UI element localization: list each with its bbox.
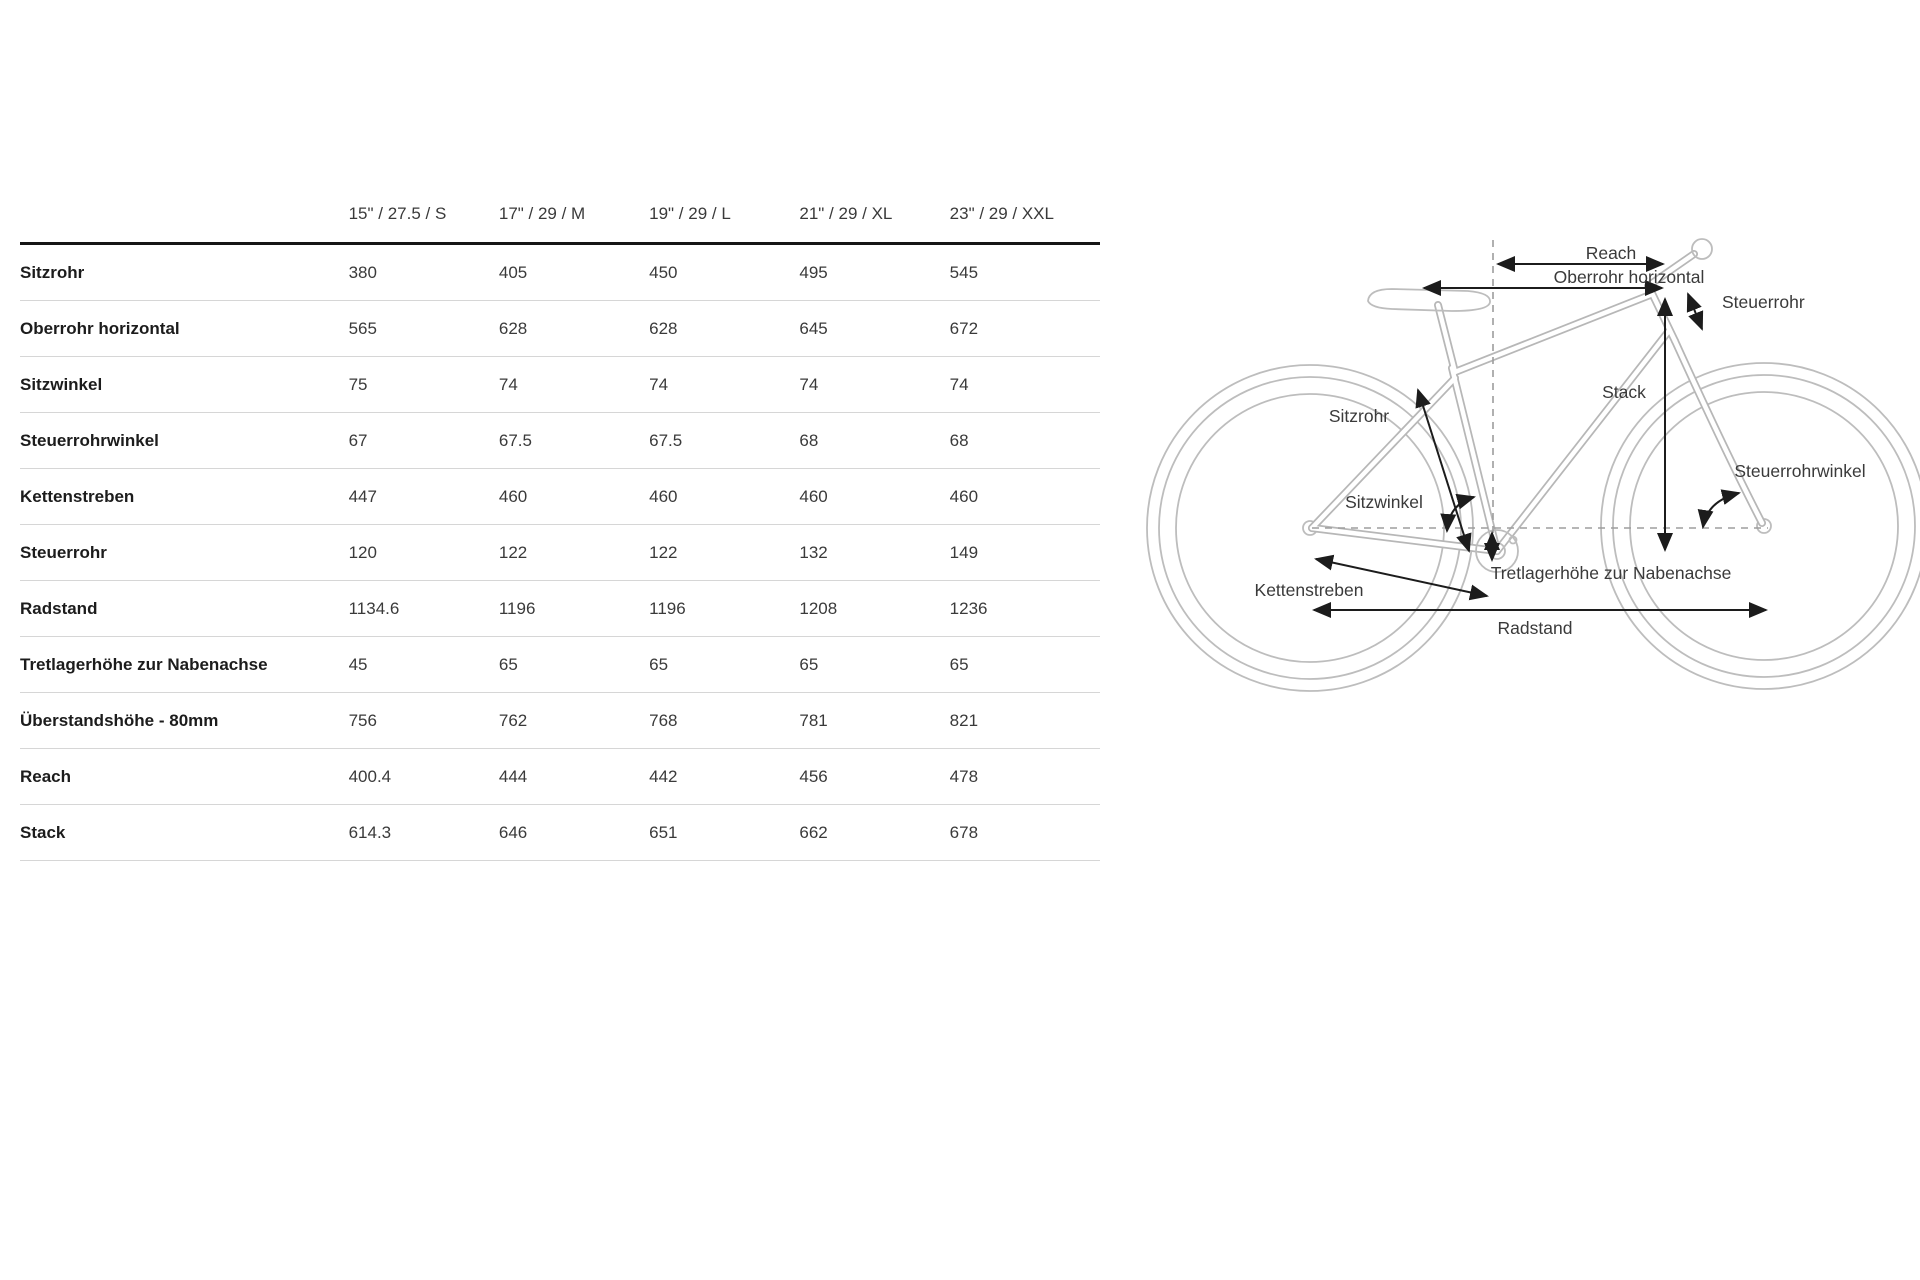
geometry-value-cell: 67.5 — [499, 413, 649, 469]
geometry-value-cell: 447 — [349, 469, 499, 525]
geometry-value-cell: 1134.6 — [349, 581, 499, 637]
geometry-row-label: Steuerrohr — [20, 525, 349, 581]
geometry-value-cell: 65 — [799, 637, 949, 693]
geometry-row — [20, 525, 1100, 581]
diagram-label-steuerrohrwinkel: Steuerrohrwinkel — [1734, 461, 1866, 481]
geometry-value-cell: 1196 — [649, 581, 799, 637]
geometry-row — [20, 637, 1100, 693]
geometry-value-cell: 478 — [950, 749, 1100, 805]
geometry-value-cell: 68 — [799, 413, 949, 469]
geometry-value-cell: 132 — [799, 525, 949, 581]
steuerrohr-arrow — [1688, 294, 1702, 329]
geometry-value-cell: 460 — [799, 469, 949, 525]
bike-geometry-diagram — [1130, 180, 1920, 700]
geometry-value-cell: 768 — [649, 693, 799, 749]
geometry-row — [20, 469, 1100, 525]
diagram-label-tretlagerhoehe: Tretlagerhöhe zur Nabenachse — [1490, 563, 1732, 583]
geometry-value-cell: 68 — [950, 413, 1100, 469]
geometry-value-cell: 460 — [950, 469, 1100, 525]
geometry-value-cell: 75 — [349, 357, 499, 413]
geometry-row-label: Steuerrohrwinkel — [20, 413, 349, 469]
diagram-label-steuerrohr: Steuerrohr — [1722, 292, 1805, 312]
geometry-value-cell: 120 — [349, 525, 499, 581]
geometry-value-cell: 678 — [950, 805, 1100, 861]
geometry-row — [20, 749, 1100, 805]
geometry-row-label: Reach — [20, 749, 349, 805]
geometry-row — [20, 805, 1100, 861]
geometry-value-cell: 646 — [499, 805, 649, 861]
geometry-value-cell: 756 — [349, 693, 499, 749]
geometry-value-cell: 460 — [649, 469, 799, 525]
geometry-value-cell: 400.4 — [349, 749, 499, 805]
geometry-value-cell: 456 — [799, 749, 949, 805]
geometry-value-cell: 645 — [799, 301, 949, 357]
size-column-header: 23" / 29 / XXL — [950, 186, 1100, 244]
geometry-value-cell: 1208 — [799, 581, 949, 637]
geometry-value-cell: 65 — [499, 637, 649, 693]
geometry-value-cell: 614.3 — [349, 805, 499, 861]
geometry-value-cell: 565 — [349, 301, 499, 357]
diagram-label-sitzwinkel: Sitzwinkel — [1345, 492, 1423, 512]
geometry-row-label: Oberrohr horizontal — [20, 301, 349, 357]
size-column-header: 17" / 29 / M — [499, 186, 649, 244]
diagram-label-kettenstreben: Kettenstreben — [1254, 580, 1364, 600]
geometry-value-cell: 149 — [950, 525, 1100, 581]
geometry-table-grid — [20, 186, 1100, 861]
geometry-value-cell: 65 — [950, 637, 1100, 693]
geometry-value-cell: 628 — [499, 301, 649, 357]
geometry-value-cell: 74 — [950, 357, 1100, 413]
geometry-row — [20, 413, 1100, 469]
geometry-value-cell: 762 — [499, 693, 649, 749]
geometry-value-cell: 1196 — [499, 581, 649, 637]
geometry-row — [20, 301, 1100, 357]
dimension-arrows — [1314, 264, 1766, 610]
size-column-header: 19" / 29 / L — [649, 186, 799, 244]
geometry-value-cell: 821 — [950, 693, 1100, 749]
geometry-value-cell: 74 — [649, 357, 799, 413]
geometry-value-cell: 74 — [499, 357, 649, 413]
size-header-row — [20, 186, 1100, 244]
diagram-label-reach: Reach — [1585, 243, 1637, 263]
geometry-row-label: Tretlagerhöhe zur Nabenachse — [20, 637, 349, 693]
geometry-value-cell: 122 — [649, 525, 799, 581]
geometry-value-cell: 460 — [499, 469, 649, 525]
geometry-value-cell: 45 — [349, 637, 499, 693]
corner-cell — [20, 186, 349, 244]
handlebar-grip — [1692, 239, 1712, 259]
geometry-value-cell: 662 — [799, 805, 949, 861]
geometry-value-cell: 450 — [649, 244, 799, 301]
diagram-label-oberrohr: Oberrohr horizontal — [1553, 267, 1705, 287]
geometry-value-cell: 65 — [649, 637, 799, 693]
geometry-value-cell: 380 — [349, 244, 499, 301]
geometry-table — [20, 186, 1100, 861]
geometry-value-cell: 122 — [499, 525, 649, 581]
geometry-row — [20, 581, 1100, 637]
geometry-value-cell: 67.5 — [649, 413, 799, 469]
geometry-row-label: Stack — [20, 805, 349, 861]
geometry-row-label: Sitzrohr — [20, 244, 349, 301]
geometry-value-cell: 672 — [950, 301, 1100, 357]
geometry-row-label: Überstandshöhe - 80mm — [20, 693, 349, 749]
geometry-table-body — [20, 244, 1100, 861]
geometry-row — [20, 693, 1100, 749]
steuerrohrwinkel-arc — [1703, 493, 1739, 527]
geometry-value-cell: 405 — [499, 244, 649, 301]
geometry-value-cell: 628 — [649, 301, 799, 357]
geometry-value-cell: 1236 — [950, 581, 1100, 637]
diagram-label-radstand: Radstand — [1497, 618, 1573, 638]
geometry-value-cell: 495 — [799, 244, 949, 301]
geometry-row — [20, 357, 1100, 413]
geometry-row-label: Radstand — [20, 581, 349, 637]
geometry-row — [20, 244, 1100, 301]
geometry-value-cell: 781 — [799, 693, 949, 749]
geometry-row-label: Kettenstreben — [20, 469, 349, 525]
geometry-row-label: Sitzwinkel — [20, 357, 349, 413]
diagram-label-sitzrohr: Sitzrohr — [1328, 406, 1390, 426]
geometry-value-cell: 444 — [499, 749, 649, 805]
saddle — [1368, 289, 1490, 311]
size-column-header: 15" / 27.5 / S — [349, 186, 499, 244]
diagram-label-stack: Stack — [1602, 382, 1646, 402]
geometry-value-cell: 545 — [950, 244, 1100, 301]
geometry-value-cell: 74 — [799, 357, 949, 413]
size-column-header: 21" / 29 / XL — [799, 186, 949, 244]
geometry-value-cell: 67 — [349, 413, 499, 469]
geometry-value-cell: 651 — [649, 805, 799, 861]
geometry-value-cell: 442 — [649, 749, 799, 805]
